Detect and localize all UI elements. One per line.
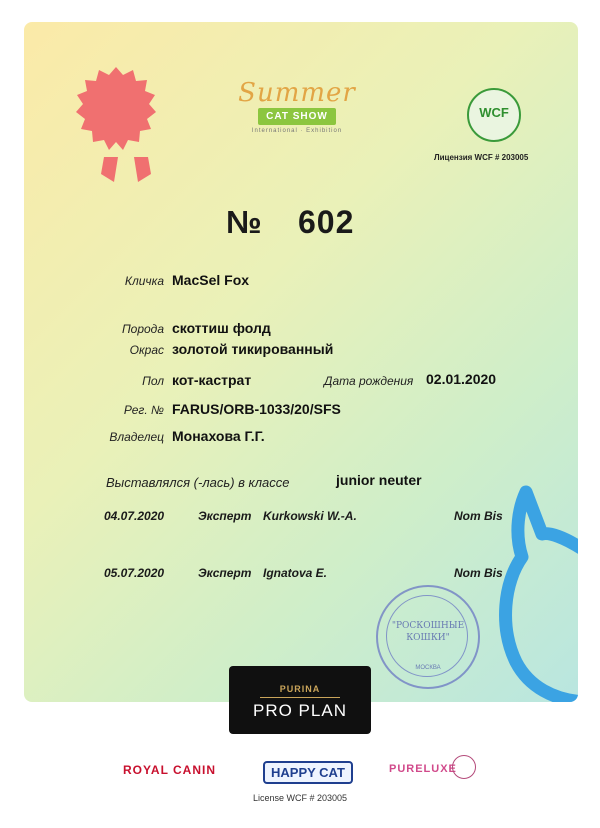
name-value: MacSel Fox: [172, 272, 250, 288]
result-expert: Ignatova E.: [263, 566, 328, 580]
owner-value: Монахова Г.Г.: [172, 428, 265, 444]
pureluxe-emblem-icon: [452, 755, 476, 779]
class-label: Выставлялся (-лась) в классе: [106, 475, 290, 490]
name-label: Кличка: [124, 274, 164, 288]
result-expert-label: Эксперт: [198, 566, 252, 580]
royal-canin-logo: ROYAL CANIN: [123, 763, 217, 777]
wcf-license: Лицензия WCF # 203005: [434, 153, 529, 162]
proplan-logo: [229, 666, 371, 734]
breed-value: скоттиш фолд: [172, 320, 271, 336]
dob-label: Дата рождения: [324, 374, 414, 388]
club-stamp: [376, 585, 480, 689]
sex-label: Пол: [142, 374, 164, 388]
breed-label: Порода: [121, 322, 164, 336]
pureluxe-logo: PURELUXE: [389, 763, 457, 775]
color-label: Окрас: [129, 343, 164, 357]
logo-cat-show: CAT SHOW: [258, 108, 336, 125]
result-expert: Kurkowski W.-A.: [263, 509, 357, 523]
proplan-text: PRO PLAN: [253, 701, 347, 720]
footer-license: License WCF # 203005: [252, 793, 348, 803]
result-award: Nom Bis: [454, 509, 503, 523]
sex-value: кот-кастрат: [172, 372, 252, 388]
stamp-line1: "РОСКОШНЫЕ: [391, 621, 465, 631]
reg-label: Рег. №: [123, 403, 164, 417]
happy-cat-logo: HAPPY CAT: [263, 761, 353, 784]
color-value: золотой тикированный: [172, 341, 334, 357]
stamp-line2: КОШКИ": [406, 633, 450, 643]
result-date: 04.07.2020: [104, 509, 165, 523]
certificate-number: 602: [298, 204, 355, 240]
class-value: junior neuter: [336, 472, 422, 488]
wcf-logo-text: WCF: [479, 105, 509, 120]
cat-silhouette-icon: [464, 462, 578, 702]
rosette-icon: [56, 62, 166, 202]
result-date: 05.07.2020: [104, 566, 165, 580]
purina-text: PURINA: [279, 684, 321, 694]
number-sign: №: [226, 204, 263, 240]
reg-value: FARUS/ORB-1033/20/SFS: [172, 401, 341, 417]
stamp-city: МОСКВА: [415, 665, 441, 671]
owner-label: Владелец: [109, 430, 164, 444]
wcf-logo: [467, 88, 521, 142]
result-expert-label: Эксперт: [198, 509, 252, 523]
certificate-card: [24, 22, 578, 702]
logo-tagline: International · Exhibition: [251, 128, 343, 134]
dob-value: 02.01.2020: [426, 371, 497, 387]
result-award: Nom Bis: [454, 566, 503, 580]
summer-cat-show-logo: [222, 78, 372, 134]
logo-summer: Summer: [238, 78, 356, 108]
